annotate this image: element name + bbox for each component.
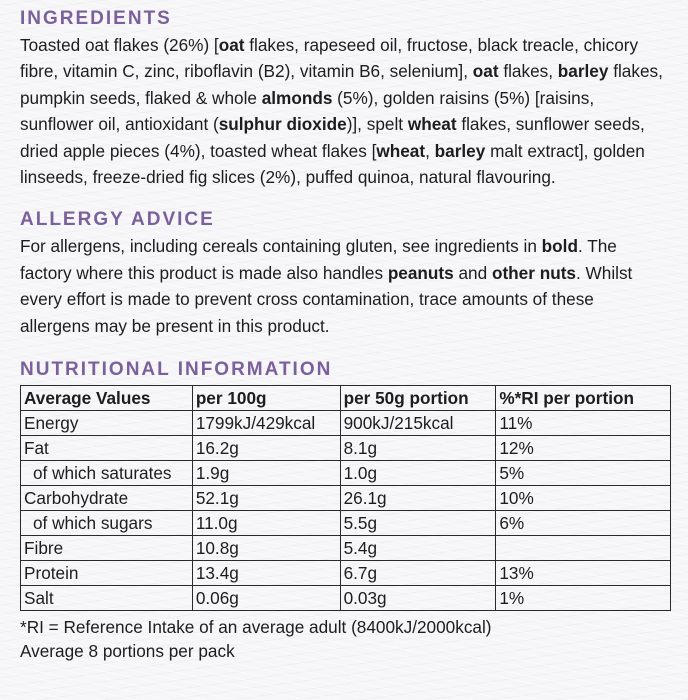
ingredients-heading: INGREDIENTS: [20, 8, 172, 29]
nutrient-name-cell: Energy: [21, 411, 193, 436]
table-row: [21, 461, 671, 486]
per-100g-cell: 1799kJ/429kcal: [192, 411, 340, 436]
table-row: [21, 411, 671, 436]
allergen-highlight: bold: [541, 236, 578, 257]
ri-footnote: *RI = Reference Intake of an average adult (8400kJ/2000kcal): [20, 617, 492, 638]
allergy-heading: ALLERGY ADVICE: [20, 209, 215, 231]
nutrition-table: [20, 385, 671, 611]
allergen-highlight: oat: [472, 61, 499, 82]
text-run: ,: [425, 140, 435, 161]
per-portion-cell: 5.5g: [340, 511, 496, 536]
per-100g-cell: 1.9g: [192, 461, 340, 486]
allergen-highlight: almonds: [261, 87, 333, 108]
per-100g-cell: 52.1g: [192, 486, 340, 511]
text-run: )], spelt: [346, 114, 408, 135]
ingredients-text: [20, 32, 668, 190]
allergen-highlight: barley: [434, 140, 486, 161]
per-portion-cell: 1.0g: [340, 461, 496, 486]
table-row: [21, 486, 671, 511]
per-100g-cell: 16.2g: [192, 436, 340, 461]
per-100g-cell: 13.4g: [192, 561, 340, 586]
allergen-highlight: sulphur dioxide: [218, 114, 347, 135]
allergen-highlight: wheat: [407, 114, 457, 135]
text-run: flakes, pumpkin seeds, flaked & whole: [20, 61, 663, 108]
per-portion-cell: 6.7g: [340, 561, 496, 586]
per-portion-cell: 0.03g: [340, 586, 496, 611]
allergen-highlight: wheat: [376, 140, 426, 161]
nutrient-name-cell: Fibre: [21, 536, 193, 561]
per-100g-cell: 11.0g: [192, 511, 340, 536]
allergy-section: [20, 207, 668, 339]
nutrition-heading: NUTRITIONAL INFORMATION: [20, 359, 333, 381]
ri-percent-cell: 5%: [496, 461, 671, 486]
table-row: [21, 586, 671, 611]
nutrient-name-cell: of which sugars: [21, 511, 193, 536]
text-run: and: [453, 262, 492, 283]
ri-percent-cell: 13%: [496, 561, 671, 586]
nutrient-name-cell: Salt: [21, 586, 193, 611]
ri-percent-cell: [496, 536, 671, 561]
table-row: [21, 561, 671, 586]
ri-percent-cell: 6%: [496, 511, 671, 536]
text-run: Toasted oat flakes (26%) [: [20, 35, 219, 55]
text-run: flakes, sunflower seeds, dried apple pieces (4%), toasted wheat flakes [: [20, 114, 645, 161]
portions-note: Average 8 portions per pack: [20, 641, 235, 662]
allergen-highlight: barley: [557, 61, 609, 82]
nutrient-name-cell: Fat: [21, 436, 193, 461]
table-row: [21, 511, 671, 536]
column-header: per 100g: [192, 386, 340, 411]
ri-percent-cell: 12%: [496, 436, 671, 461]
text-run: . The factory where this product is made also handles: [20, 236, 617, 283]
allergen-highlight: peanuts: [387, 262, 454, 283]
nutrition-table-body: [21, 411, 671, 611]
table-row: [21, 536, 671, 561]
per-100g-cell: 10.8g: [192, 536, 340, 561]
per-portion-cell: 8.1g: [340, 436, 496, 461]
ri-percent-cell: 10%: [496, 486, 671, 511]
allergy-text: [20, 233, 668, 339]
text-run: malt extract], golden linseeds, freeze-dried fig slices (2%), puffed quinoa, natural flavouring.: [20, 140, 645, 188]
per-portion-cell: 5.4g: [340, 536, 496, 561]
ri-percent-cell: 11%: [496, 411, 671, 436]
nutrient-name-cell: Protein: [21, 561, 193, 586]
allergen-highlight: other nuts: [491, 262, 576, 283]
per-portion-cell: 900kJ/215kcal: [340, 411, 496, 436]
nutrient-name-cell: of which saturates: [21, 461, 193, 486]
table-row: [21, 436, 671, 461]
text-run: (5%), golden raisins (5%) [raisins, sunflower oil, antioxidant (: [20, 87, 595, 135]
column-header: %*RI per portion: [496, 386, 671, 411]
text-run: . Whilst every effort is made to prevent cross contamination, trace amounts of these allergens may be present in this product.: [20, 262, 633, 336]
per-portion-cell: 26.1g: [340, 486, 496, 511]
column-header: per 50g portion: [340, 386, 496, 411]
text-run: flakes,: [498, 61, 558, 82]
nutrition-section: [20, 357, 668, 665]
per-100g-cell: 0.06g: [192, 586, 340, 611]
nutrient-name-cell: Carbohydrate: [21, 486, 193, 511]
nutrition-header-row: [21, 386, 671, 411]
text-run: For allergens, including cereals containing gluten, see ingredients in: [20, 236, 542, 257]
text-run: flakes, rapeseed oil, fructose, black treacle, chicory fibre, vitamin C, zinc, riboflavin (B2), vitamin B6, selenium],: [20, 35, 639, 82]
ri-percent-cell: 1%: [496, 586, 671, 611]
allergen-highlight: oat: [218, 35, 245, 55]
ingredients-section: [20, 6, 668, 190]
column-header: Average Values: [21, 386, 193, 411]
